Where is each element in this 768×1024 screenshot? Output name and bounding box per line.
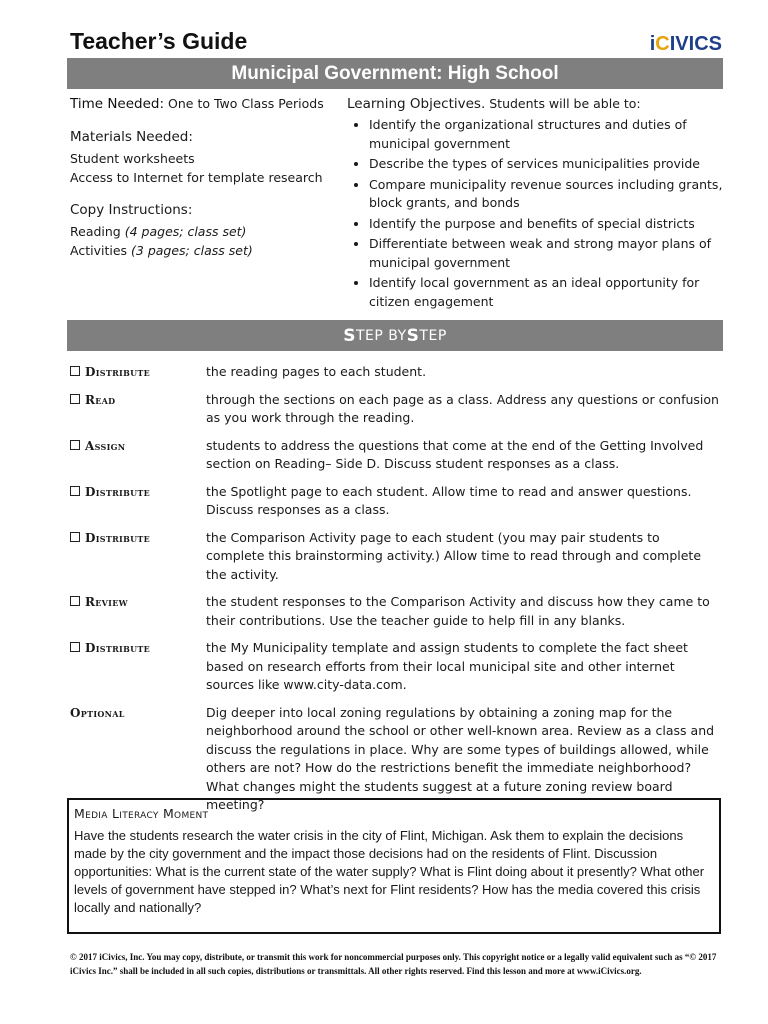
lesson-info: [70, 94, 340, 260]
step-text: through the sections on each page as a class. Address any questions or confusion as you work through the reading.: [206, 391, 719, 425]
time-needed: [70, 94, 340, 114]
step-row: [70, 437, 720, 474]
objective-item: • Identify local government as an ideal opportunity for citizen engagement: [369, 274, 723, 311]
steps-list: [70, 363, 720, 824]
step-verb: Distribute: [85, 530, 151, 545]
time-needed-label: Time Needed:: [70, 96, 165, 112]
step-verb: Distribute: [85, 365, 151, 379]
step-verb: Distribute: [85, 484, 151, 499]
copy-instructions-heading: Copy Instructions:: [70, 202, 193, 218]
checkbox-icon[interactable]: [70, 440, 80, 450]
checkbox-icon[interactable]: [70, 642, 80, 652]
step-verb: Distribute: [85, 641, 151, 655]
media-literacy-heading: Media Literacy Moment: [74, 806, 209, 821]
objective-item: • Identify the organizational structures and duties of municipal government: [369, 116, 723, 153]
step-row: [70, 593, 720, 630]
step-text: students to address the questions that come at the end of the Getting Involved section on Reading– Side D. Discuss student responses as a class.: [206, 437, 704, 471]
step-verb: Read: [85, 392, 116, 407]
optional-label: Optional: [70, 705, 125, 720]
optional-text: Dig deeper into local zoning regulations by obtaining a zoning map for the neighborhood around the school or other well-known area. Review as a class and discuss the regulations in place. Why are some types of buildings allowed, while others are not? How do the restrictions benefit the immediate neighborhood? What changes might the students suggest at a future zoning review board meeting?: [206, 704, 715, 812]
materials-item: Access to Internet for template research: [70, 170, 323, 185]
objectives-intro: Students will be able to:: [489, 96, 641, 111]
objective-item: • Describe the types of services municipalities provide: [369, 155, 723, 174]
copy-item: Activities (3 pages; class set): [70, 243, 253, 258]
step-row: [70, 483, 720, 520]
checkbox-icon[interactable]: [70, 366, 80, 376]
learning-objectives: [347, 94, 723, 313]
copyright-footer: © 2017 iCivics, Inc. You may copy, distribute, or transmit this work for noncommercial purposes only. This copyright notice or a legally valid equivalent such as “© 2017 iCivics Inc.” shall be included in all such copies, distributions or transmittals. All other rights reserved. Find this lesson and more at www.iCivics.org.: [70, 952, 717, 976]
objectives-list: [347, 116, 723, 311]
objectives-heading: Learning Objectives.: [347, 96, 486, 112]
icivics-logo: iCIVICS: [649, 33, 722, 55]
step-text: the My Municipality template and assign students to complete the fact sheet based on research efforts from their local municipal site and other internet sources like www.city-data.com.: [206, 640, 688, 692]
objective-item: • Differentiate between weak and strong mayor plans of municipal government: [369, 235, 723, 272]
objective-item: • Identify the purpose and benefits of special districts: [369, 215, 723, 234]
lesson-title-bar: Municipal Government: High School: [67, 58, 723, 89]
media-literacy-box: [67, 798, 721, 934]
step-row: [70, 363, 720, 382]
step-text: the student responses to the Comparison Activity and discuss how they came to their contributions. Use the teacher guide to help fill in any blanks.: [206, 594, 710, 628]
checkbox-icon[interactable]: [70, 532, 80, 542]
step-row: [70, 529, 720, 585]
page-title: Teacher’s Guide: [70, 28, 248, 54]
step-verb: Assign: [85, 438, 126, 453]
checkbox-icon[interactable]: [70, 394, 80, 404]
step-verb: Review: [85, 595, 128, 609]
copy-item: Reading (4 pages; class set): [70, 224, 247, 239]
step-by-step-bar: S TEP BY S TEP: [67, 320, 723, 351]
step-text: the Spotlight page to each student. Allow time to read and answer questions. Discuss responses as a class.: [206, 483, 692, 517]
checkbox-icon[interactable]: [70, 596, 80, 606]
step-row: [70, 639, 720, 695]
step-row: [70, 391, 720, 428]
materials-item: Student worksheets: [70, 151, 195, 166]
objective-item: • Compare municipality revenue sources including grants, block grants, and bonds: [369, 176, 723, 213]
time-needed-value: One to Two Class Periods: [168, 96, 324, 111]
media-literacy-text: Have the students research the water crisis in the city of Flint, Michigan. Ask them to explain the decisions made by the city government and the impact those decisions had on the residents of Flint. Discussion opportunities: What is the current state of the water supply? What is Flint doing about it presently? What other levels of government have stepped in? What’s next for Flint residents? How has the media covered this crisis locally and nationally?: [74, 828, 705, 915]
materials-heading: Materials Needed:: [70, 129, 193, 145]
step-text: the reading pages to each student.: [206, 364, 427, 379]
checkbox-icon[interactable]: [70, 486, 80, 496]
step-text: the Comparison Activity page to each student (you may pair students to complete this brainstorming activity.) Allow time to read through and complete the activity.: [206, 529, 702, 582]
